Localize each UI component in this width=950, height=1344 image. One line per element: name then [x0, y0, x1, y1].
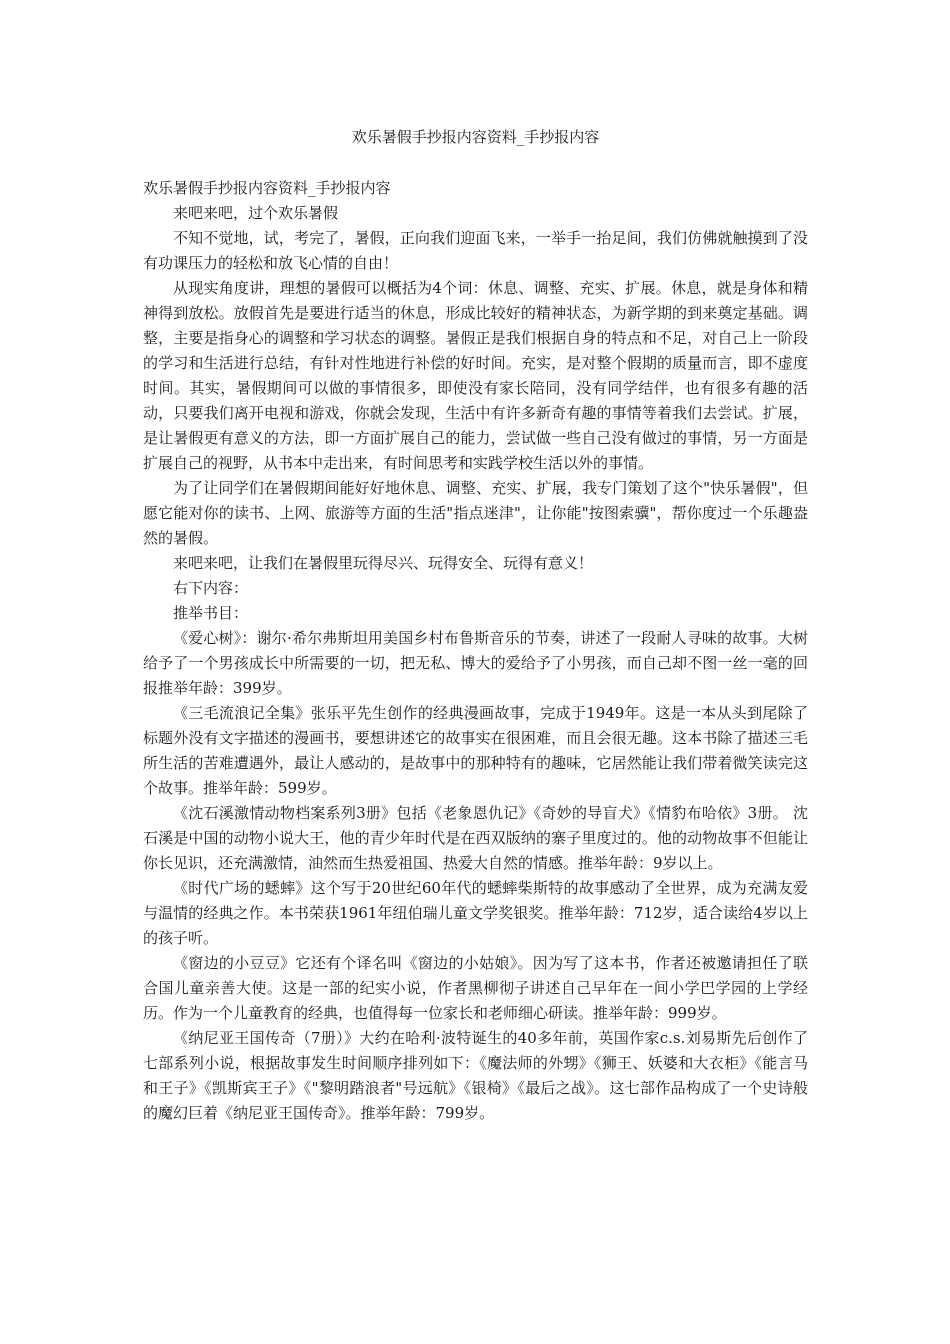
- intro-paragraph: 不知不觉地，试，考完了，暑假，正向我们迎面飞来，一举手一抬足间，我们仿佛就触摸到了没有功课压力的轻松和放飞心情的自由！: [143, 229, 808, 272]
- body-paragraph: 从现实角度讲，理想的暑假可以概括为4个词：休息、调整、充实、扩展。休息，就是身体和精神得到放松。放假首先是要进行适当的休息，形成比较好的精神状态，为新学期的到来奠定基础。调整，主要是指身心的调整和学习状态的调整。暑假正是我们根据自身的特点和不足，对自己上一阶段的学习和生活进行总结，有针对性地进行补偿的好时间。充实，是对整个假期的质量而言，即不虚度时间。其实，暑假期间可以做的事情很多，即使没有家长陪同，没有同学结伴，也有很多有趣的活动，只要我们离开电视和游戏，你就会发现，生活中有许多新奇有趣的事情等着我们去尝试。扩展，是让暑假更有意义的方法，即一方面扩展自己的能力，尝试做一些自己没有做过的事情，另一方面是扩展自己的视野，从书本中走出来，有时间思考和实践学校生活以外的事情。: [143, 279, 808, 472]
- heading-paragraph: 来吧来吧，过个欢乐暑假: [173, 204, 339, 222]
- book-paragraph: 《窗边的小豆豆》它还有个译名叫《窗边的小姑娘》。因为写了这本书，作者还被邀请担任了联合国儿童亲善大使。这是一部的纪实小说，作者黑柳彻子讲述自己早年在一间小学巴学园的上学经历。作为一个儿童教育的经典，也值得每一位家长和老师细心研读。推举年龄：999岁。: [143, 954, 808, 1022]
- book-paragraph: 《时代广场的蟋蟀》这个写于20世纪60年代的蟋蟀柴斯特的故事感动了全世界，成为充满友爱与温情的经典之作。本书荣获1961年纽伯瑞儿童文学奖银奖。推举年龄：712岁，适合读给4岁以上的孩子听。: [143, 879, 808, 947]
- document-body: [143, 176, 808, 1126]
- section-label: 右下内容：: [173, 579, 249, 597]
- section-label: 推举书目：: [173, 604, 249, 622]
- subtitle-paragraph: 欢乐暑假手抄报内容资料_手抄报内容: [143, 179, 391, 197]
- document-title: 欢乐暑假手抄报内容资料_手抄报内容: [351, 128, 600, 146]
- book-paragraph: 《三毛流浪记全集》张乐平先生创作的经典漫画故事，完成于1949年。这是一本从头到尾除了标题外没有文字描述的漫画书，要想讲述它的故事实在很困难，而且会很无趣。这本书除了描述三毛所生活的苦难遭遇外，最让人感动的，是故事中的那种特有的趣味，它居然能让我们带着微笑读完这个故事。推举年龄：599岁。: [143, 704, 808, 797]
- book-paragraph: 《沈石溪激情动物档案系列3册》包括《老象恩仇记》《奇妙的导盲犬》《情豹布哈依》3册。 沈石溪是中国的动物小说大王，他的青少年时代是在西双版纳的寨子里度过的。他的动物故事不但能让你长见识，还充满激情，油然而生热爱祖国、热爱大自然的情感。推举年龄：9岁以上。: [143, 804, 808, 872]
- book-paragraph: 《纳尼亚王国传奇（7册）》大约在哈利·波特诞生的40多年前，英国作家c.s.刘易斯先后创作了七部系列小说，根据故事发生时间顺序排列如下：《魔法师的外甥》《狮王、妖婆和大衣柜》《能言马和王子》《凯斯宾王子》《"黎明踏浪者"号远航》《银椅》《最后之战》。这七部作品构成了一个史诗般的魔幻巨着《纳尼亚王国传奇》。推举年龄：799岁。: [143, 1029, 808, 1122]
- book-paragraph: 《爱心树》：谢尔·希尔弗斯坦用美国乡村布鲁斯音乐的节奏，讲述了一段耐人寻味的故事。大树给予了一个男孩成长中所需要的一切，把无私、博大的爱给予了小男孩，而自己却不图一丝一毫的回报推举年龄：399岁。: [143, 629, 808, 697]
- body-paragraph: 为了让同学们在暑假期间能好好地休息、调整、充实、扩展，我专门策划了这个"快乐暑假"，但愿它能对你的读书、上网、旅游等方面的生活"指点迷津"，让你能"按图索骥"，帮你度过一个乐趣盎然的暑假。: [143, 479, 808, 547]
- body-paragraph: 来吧来吧，让我们在暑假里玩得尽兴、玩得安全、玩得有意义！: [173, 554, 594, 572]
